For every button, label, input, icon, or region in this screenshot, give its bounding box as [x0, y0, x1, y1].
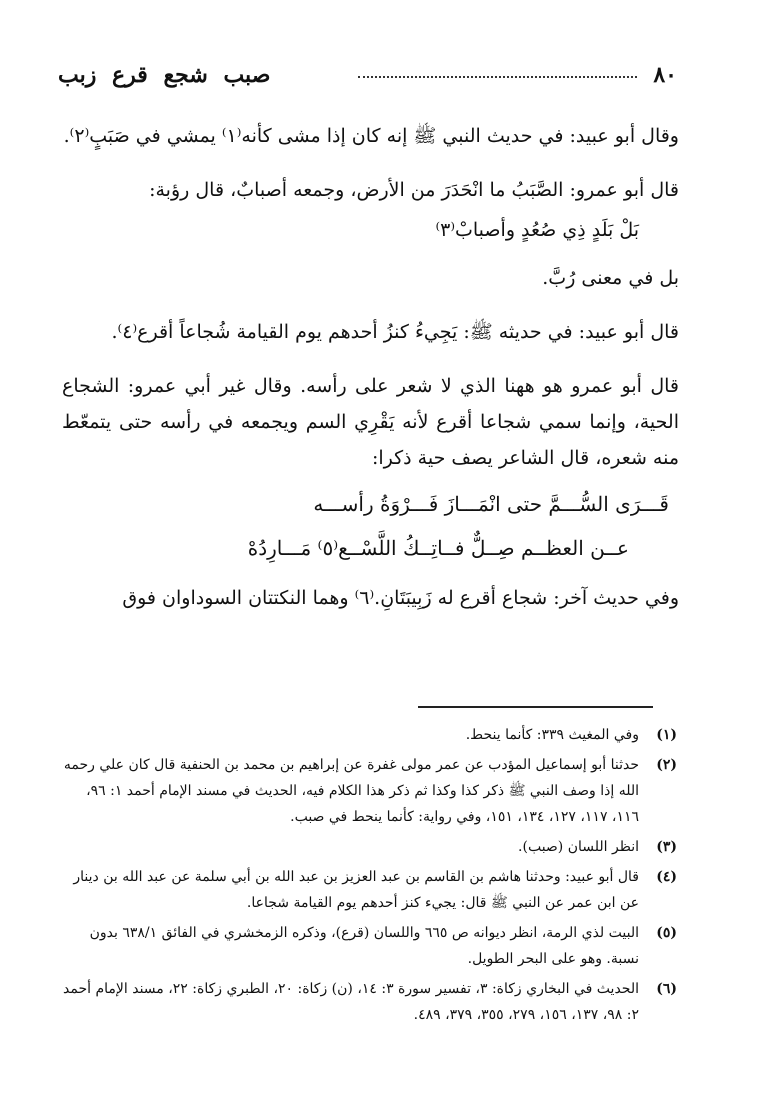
footnotes: [60, 722, 677, 1032]
footnote-text: قال أبو عبيد: وحدثنا هاشم بن القاسم بن عبد العزيز بن عبد الله بن أبي سلمة عن عبد الله بن دينار عن ابن عمر عن النبي ﷺ قال: يجيء كنز أحدهم يوم القيامة شجاعا.: [73, 869, 639, 911]
footnote-item: [60, 920, 677, 972]
footnote-number: (٦): [656, 981, 677, 997]
paragraph-zabibatan: وفي حديث آخر: شجاع أقرع له زَبِيبَتَانِ.⁽٦⁾ وهما النكتتان السوداوان فوق: [122, 587, 679, 609]
footnote-item: [60, 722, 677, 748]
paragraph-abu-amr-aqra: قال أبو عمرو هو ههنا الذي لا شعر على رأسه. وقال غير أبي عمرو: الشجاع الحية، وإنما سمي شجاعا أقرع لأنه يَقْرِي السم ويجمعه في رأسه حتى يتمعّط منه شعره، قال الشاعر يصف حية ذكرا:: [62, 375, 679, 469]
header-dotted-leader: [358, 76, 637, 78]
footnote-text: البيت لذي الرمة، انظر ديوانه ص ٦٦٥ واللسان (قرع)، وذكره الزمخشري في الفائق ٦٣٨/١ بدون نسبة. وهو على البحر الطويل.: [89, 925, 639, 967]
footnote-item: [60, 864, 677, 916]
header-headwords: صبب شجع قرع زبب: [58, 62, 271, 88]
footnote-number: (٢): [656, 757, 677, 773]
footnote-item: [60, 976, 677, 1028]
poem-hemistich-1: قَـــرَى السُّـــمَّ حتى انْمَـــازَ فَـــرْوَةُ رأســـه: [313, 492, 669, 516]
footnote-item: [60, 752, 677, 830]
running-header: [58, 62, 677, 92]
footnote-text: انظر اللسان (صبب).: [518, 839, 639, 855]
footnote-text: الحديث في البخاري زكاة: ٣، تفسير سورة ٣: ١٤، (ن) زكاة: ٢٠، الطبري زكاة: ٢٢، مسند الإمام أحمد ٢: ٩٨، ١٣٧، ١٥٦، ٢٧٩، ٣٥٥، ٣٧٩، ٤٨٩.: [63, 981, 639, 1023]
poem-verse: [62, 482, 679, 570]
footnote-number: (٥): [656, 925, 677, 941]
main-text: [62, 118, 679, 634]
verse-ruba: بَلْ بَلَدٍ ذِي صُعُدٍ وأصبابْ⁽٣⁾: [435, 219, 639, 241]
page-number: ٨٠: [653, 62, 677, 88]
footnote-separator: [418, 706, 653, 708]
poem-hemistich-2: عــن العظــم صِــلٌّ فــاتِــكُ اللَّسْــع⁽٥⁾ مَـــارِدُهْ: [247, 536, 629, 560]
paragraph-bal-meaning: بل في معنى رُبَّ.: [542, 267, 679, 289]
footnote-number: (٣): [656, 839, 677, 855]
footnote-number: (٤): [656, 869, 677, 885]
footnote-number: (١): [656, 727, 677, 743]
paragraph-hadith-shujaa: قال أبو عبيد: في حديثه ﷺ: يَجِيءُ كنزُ أحدهم يوم القيامة شُجاعاً أقرع⁽٤⁾.: [111, 321, 679, 343]
footnote-text: وفي المغيث ٣٣٩: كأنما ينحط.: [465, 727, 639, 743]
footnote-item: [60, 834, 677, 860]
paragraph-hadith-sabab: وقال أبو عبيد: في حديث النبي ﷺ إنه كان إذا مشى كأنه⁽١⁾ يمشي في صَبَبٍ⁽٢⁾.: [63, 125, 679, 147]
paragraph-abu-amr-sabab: قال أبو عمرو: الصَّبَبُ ما انْحَدَرَ من الأرض، وجمعه أصبابٌ، قال رؤبة:: [149, 179, 679, 201]
footnote-text: حدثنا أبو إسماعيل المؤدب عن عمر مولى غفرة عن إبراهيم بن محمد بن الحنفية قال كان علي رحمه الله إذا وصف النبي ﷺ ذكر كذا وكذا ثم ذكر هذا الكلام فيه، الحديث في مسند الإمام أحمد ١: ٩٦، ١١٦، ١١٧، ١٢٧، ١٣٤، ١٥١، وفي رواية: كأنما ينحط في صبب.: [63, 757, 639, 825]
